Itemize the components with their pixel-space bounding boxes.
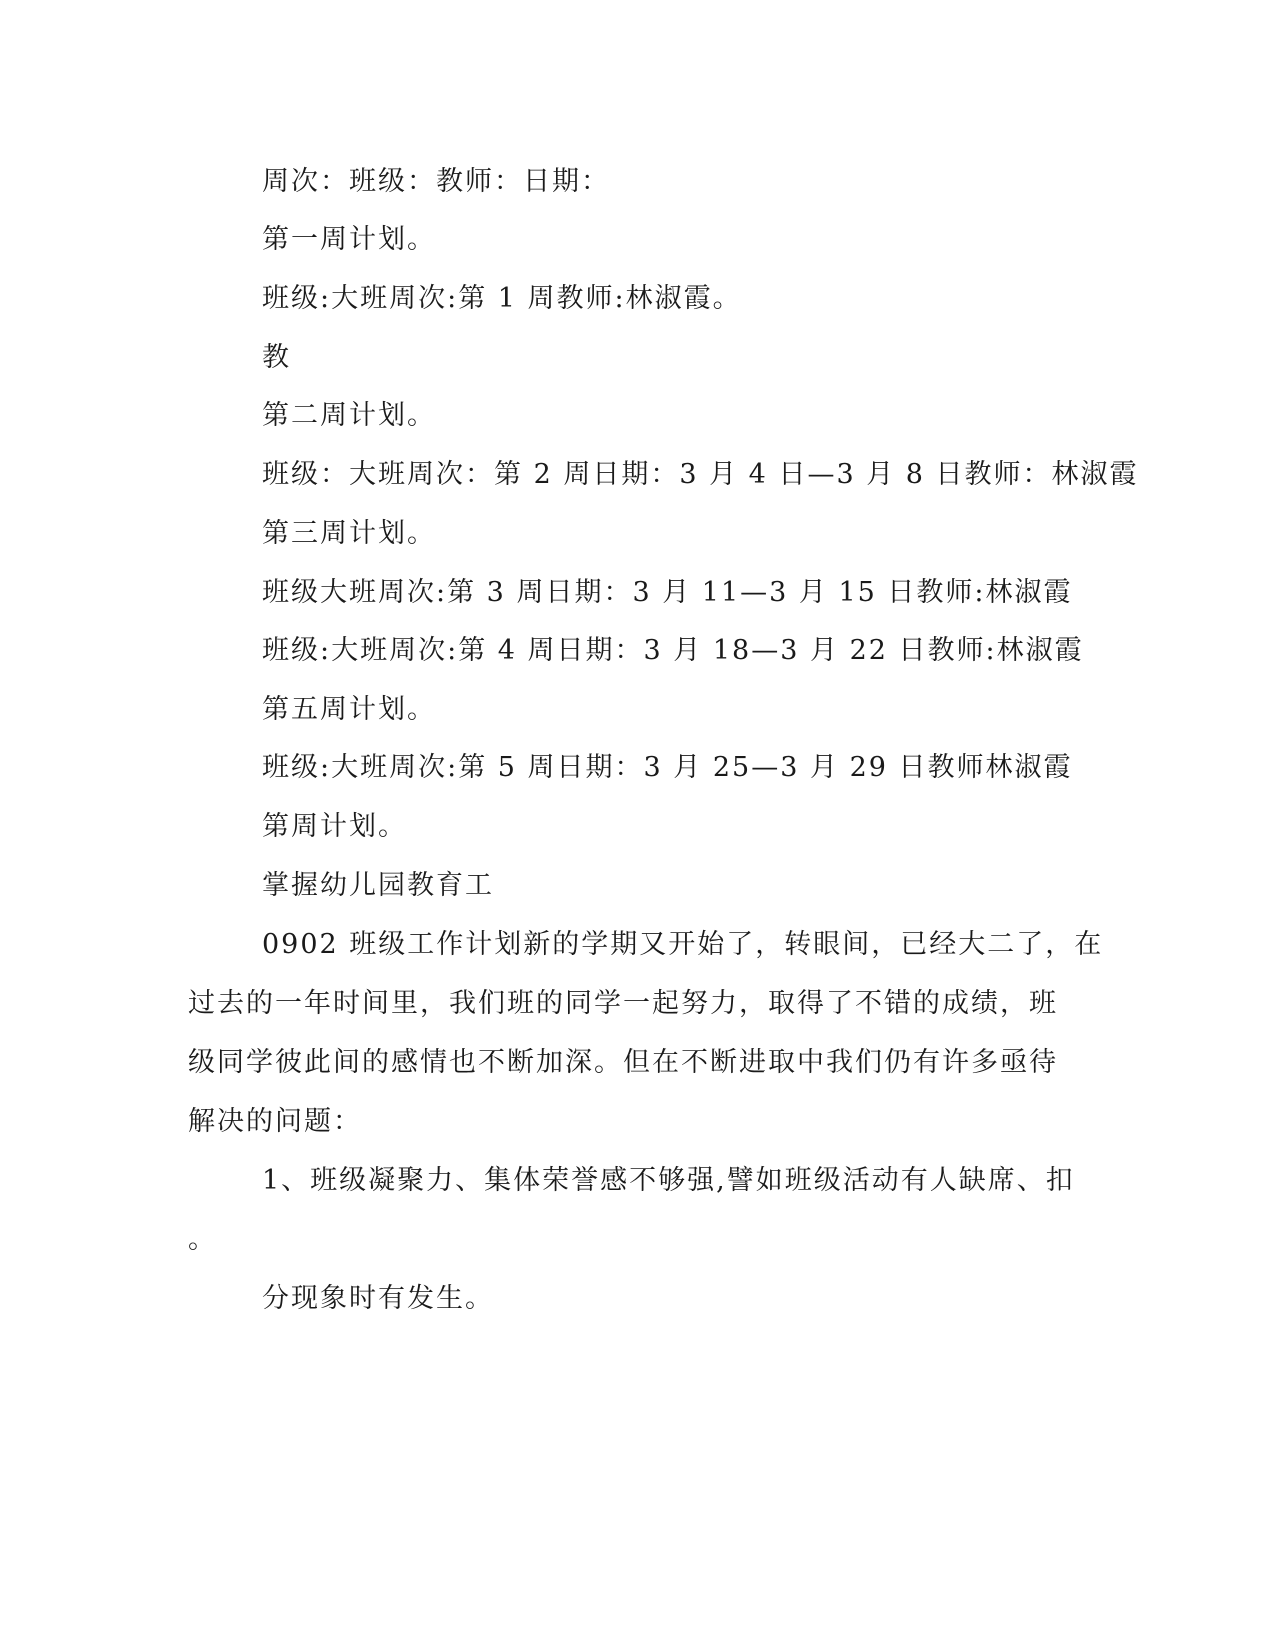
list-item-1-continued: 分现象时有发生。 — [262, 1283, 494, 1314]
week-3-heading: 第三周计划。 — [262, 518, 436, 549]
week-5-heading: 第五周计划。 — [262, 694, 436, 725]
list-item-1-period: 。 — [188, 1224, 217, 1255]
week-plan-heading: 第周计划。 — [262, 811, 407, 842]
week-1-heading: 第一周计划。 — [262, 224, 436, 255]
week-2-heading: 第二周计划。 — [262, 400, 436, 431]
paragraph-line-4: 解决的问题： — [188, 1106, 362, 1137]
week-3-info: 班级大班周次:第 3 周日期：3 月 11—3 月 15 日教师:林淑霞 — [262, 577, 1073, 608]
paragraph-line-3: 级同学彼此间的感情也不断加深。但在不断进取中我们仍有许多亟待 — [188, 1047, 1058, 1078]
week-4-info: 班级:大班周次:第 4 周日期：3 月 18—3 月 22 日教师:林淑霞 — [262, 635, 1084, 666]
paragraph-line-1: 0902 班级工作计划新的学期又开始了，转眼间，已经大二了，在 — [262, 929, 1104, 960]
week-5-info: 班级:大班周次:第 5 周日期：3 月 25—3 月 29 日教师林淑霞 — [262, 752, 1073, 783]
header-fields-line: 周次：班级：教师：日期： — [262, 166, 610, 197]
fragment-line: 教 — [262, 342, 291, 373]
list-item-1: 1、班级凝聚力、集体荣誉感不够强,譬如班级活动有人缺席、扣 — [262, 1165, 1075, 1196]
week-2-info: 班级：大班周次：第 2 周日期：3 月 4 日—3 月 8 日教师：林淑霞 — [262, 459, 1139, 490]
paragraph-line-2: 过去的一年时间里，我们班的同学一起努力，取得了不错的成绩，班 — [188, 988, 1058, 1019]
week-1-info: 班级:大班周次:第 1 周教师:林淑霞。 — [262, 283, 742, 314]
section-heading: 掌握幼儿园教育工 — [262, 870, 494, 901]
